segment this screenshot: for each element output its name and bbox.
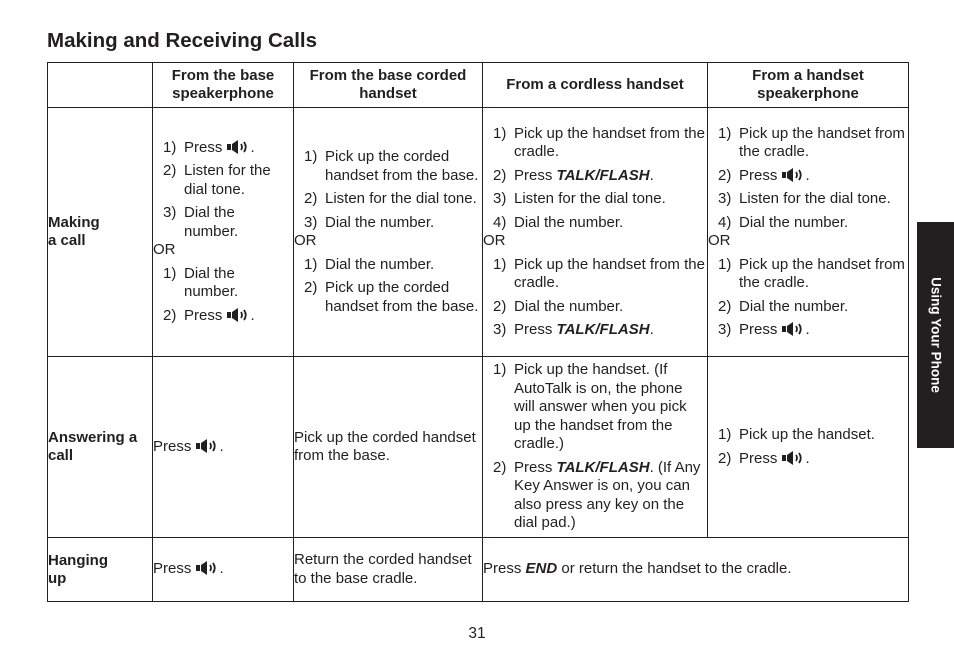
end-key: END [525,560,558,578]
step-list [483,125,707,233]
or-separator: OR [153,241,176,259]
or-separator: OR [708,232,731,249]
header-cordless-handset: From a cordless handset [483,63,708,108]
list-item: 1) Pick up the handset from the cradle. [493,124,705,160]
speaker-icon [227,140,251,154]
row-answering-a-call [48,357,909,538]
cell-making-cordless [483,108,708,357]
row-label-answering [48,357,153,538]
cell-making-handset-speaker [708,108,909,357]
list-item: 3) Press . [718,321,810,338]
calls-table [47,62,909,602]
list-item: 2) Pick up the corded handset from the base. [304,279,479,315]
cell-hanging-base-speaker: Press . [153,538,294,602]
list-item: 3) Listen for the dial tone. [493,190,666,207]
list-item: 2) Press . [718,166,810,184]
page-title: Making and Receiving Calls [47,29,317,52]
row-label-answering-text: Answering a call [48,429,138,464]
step-list [708,256,908,340]
cell-making-base-corded [294,108,483,357]
header-handset-speakerphone: From a handset speakerphone [708,63,909,108]
cell-hanging-handset: Press END or return the handset to the cradle. [483,538,909,602]
list-item: 1) Pick up the handset from the cradle. [718,124,905,160]
talk-flash-key: TALK/FLASH [556,166,650,184]
row-label-making [48,108,153,357]
section-side-tab-label: Using Your Phone [928,277,943,393]
talk-flash-key: TALK/FLASH [556,321,650,338]
step-list [708,125,908,233]
list-item: 3) Dial the number. [304,213,435,231]
header-base-corded-handset: From the base corded handset [294,63,483,108]
list-item: 1) Pick up the handset from the cradle. [493,255,705,291]
section-side-tab [917,222,954,448]
list-item: 2) Press . [163,306,255,324]
list-item: 3) Press TALK/FLASH. [493,321,654,338]
list-item: 4) Dial the number. [718,213,849,231]
speaker-icon [782,168,806,182]
speaker-icon [782,451,806,465]
cell-answering-cordless [483,357,708,538]
or-separator: OR [294,232,317,249]
cell-answering-base-corded: Pick up the corded handset from the base. [294,357,483,538]
list-item: 2) Listen for the dial tone. [304,190,477,207]
speaker-icon [196,561,220,575]
list-item: 1) Dial the number. [163,264,239,301]
speaker-icon [196,439,220,453]
list-item: 2) Dial the number. [718,297,849,315]
row-label-making-text: Making a call [48,214,100,249]
speaker-icon [782,322,806,336]
row-making-a-call [48,108,909,357]
list-item: 3) Dial the number. [163,204,239,240]
step-list [294,148,482,232]
row-label-hanging [48,538,153,602]
list-item: 1) Press . [163,138,255,156]
cell-hanging-base-corded: Return the corded handset to the base cradle. [294,538,483,602]
list-item: 1) Dial the number. [304,255,435,273]
list-item: 4) Dial the number. [493,213,624,231]
header-row [48,63,909,108]
list-item: 2) Dial the number. [493,297,624,315]
page-number: 31 [468,625,486,642]
speaker-icon [227,308,251,322]
list-item: 3) Listen for the dial tone. [718,190,891,207]
step-list [708,426,908,468]
talk-flash-key: TALK/FLASH [556,458,650,476]
cell-answering-handset-speaker [708,357,909,538]
list-item: 2) Press TALK/FLASH. [493,166,654,184]
header-base-speakerphone: From the base speakerphone [153,63,294,108]
list-item: 1) Pick up the corded handset from the base. [304,148,479,184]
step-list [483,361,707,533]
list-item: 2) Listen for the dial tone. [163,162,271,198]
list-item: 1) Pick up the handset. [718,426,875,443]
cell-making-base-speaker [153,108,294,357]
step-list [294,256,482,317]
list-item: 1) Pick up the handset from the cradle. [718,255,905,291]
or-separator: OR [483,232,506,249]
row-label-hanging-text: Hanging up [48,551,108,587]
list-item: 2) Press . [718,449,810,467]
list-item: 1) Pick up the handset. (If AutoTalk is on, the phone will answer when you pick up the handset from the cradle.) [493,361,687,453]
step-list [153,265,293,326]
row-hanging-up [48,538,909,602]
list-item: 2) Press TALK/FLASH. (If Any Key Answer is on, you can also press any key on the dial pad.) [493,458,701,532]
step-list [483,256,707,340]
header-blank [48,63,153,108]
step-list [153,139,293,242]
cell-answering-base-speaker: Press . [153,357,294,538]
